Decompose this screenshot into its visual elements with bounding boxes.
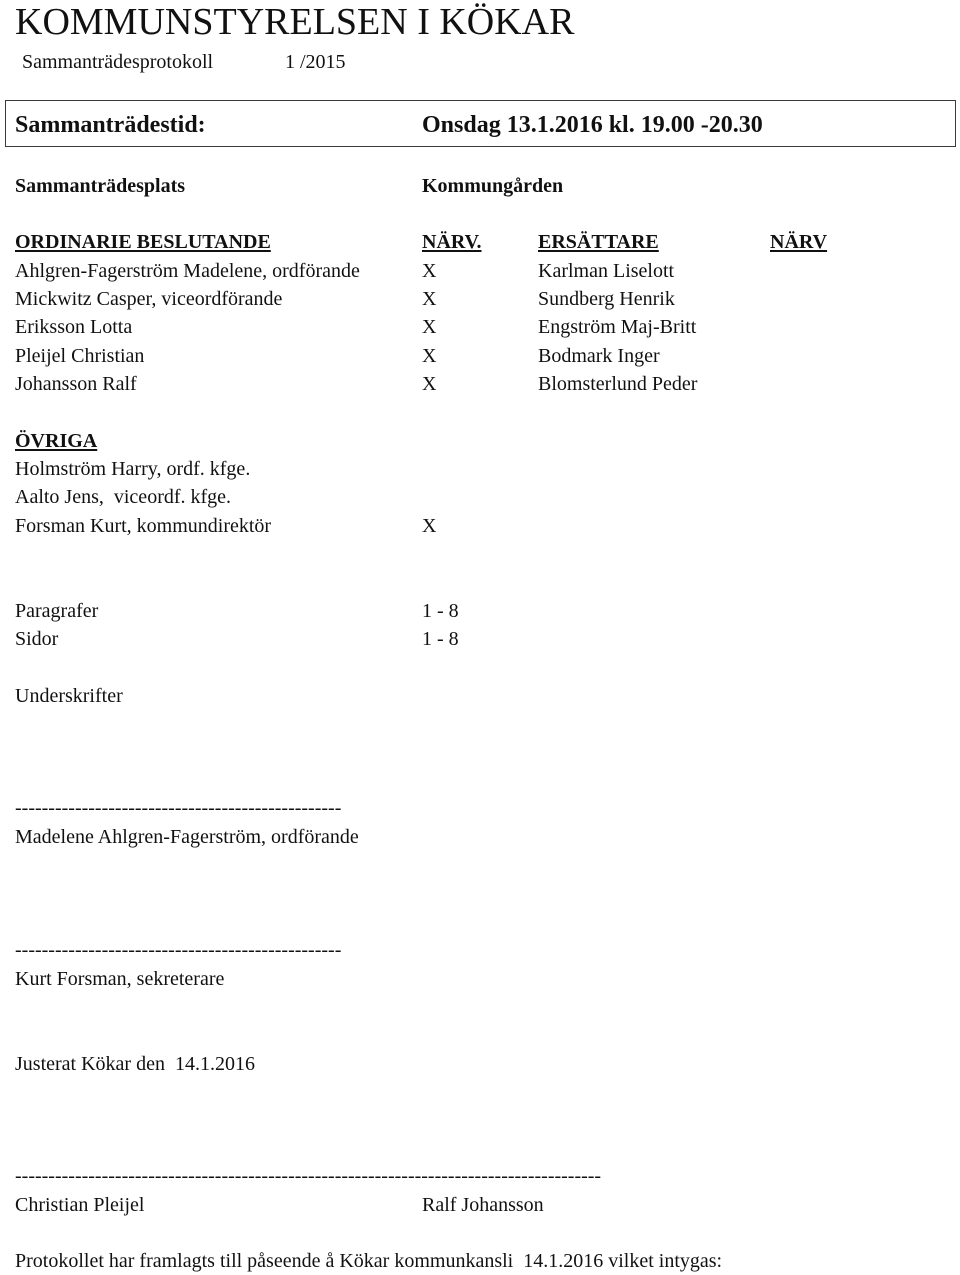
chair-name: Madelene Ahlgren-Fagerström, ordförande [15,826,359,848]
signatory-chair [0,827,960,847]
adjusted-line [0,1054,960,1074]
attendance-row [0,317,960,337]
meeting-place-line [0,176,960,196]
meeting-place-label: Sammanträdesplats [15,175,186,197]
signatures-header [0,686,960,706]
pages-label: Sidor [15,628,59,650]
attendance-header [0,232,960,252]
meeting-time-value: Onsdag 13.1.2016 kl. 19.00 -20.30 [422,112,763,138]
ersattare-member: Sundberg Henrik [538,288,675,310]
present-mark: X [422,345,437,367]
protocol-label: Sammanträdesprotokoll [22,51,214,73]
attendance-row [0,346,960,366]
other-person: Forsman Kurt, kommundirektör [15,515,272,537]
ordinarie-member: Mickwitz Casper, viceordförande [15,288,283,310]
present-mark: X [422,260,437,282]
pages-value: 1 - 8 [422,628,459,650]
footer-notice: Protokollet har framlagts till påseende å Kökar kommunkansli 14.1.2016 vilket intygas: [15,1250,723,1272]
ersattare-member: Blomsterlund Peder [538,373,698,395]
present-mark: X [422,316,437,338]
ordinarie-member: Ahlgren-Fagerström Madelene, ordförande [15,260,360,282]
present-mark: X [422,288,437,310]
signature-dashes: ------------------------------------------------- [15,939,342,961]
paragraphs-value: 1 - 8 [422,600,459,622]
signatory-secretary [0,969,960,989]
present-mark: X [422,515,437,537]
adjuster-name: Ralf Johansson [422,1194,544,1216]
secretary-name: Kurt Forsman, sekreterare [15,968,225,990]
protocol-line [0,52,960,72]
adjuster-name: Christian Pleijel [15,1194,145,1216]
others-row [0,516,960,536]
others-header [0,431,960,451]
signature-dashes: ------------------------------------------------- [15,797,342,819]
adjusted-statement: Justerat Kökar den 14.1.2016 [15,1053,255,1075]
meeting-place-value: Kommungården [422,175,564,197]
ersattare-member: Karlman Liselott [538,260,675,282]
attendance-row [0,261,960,281]
pages-line [0,629,960,649]
attendance-row [0,289,960,309]
signature-line-adjusters [0,1166,960,1186]
attendance-row [0,374,960,394]
others-heading: ÖVRIGA [15,430,98,452]
footer-notice-line [0,1251,960,1271]
present-mark: X [422,373,437,395]
header-ersattare: ERSÄTTARE [538,231,659,253]
ordinarie-member: Johansson Ralf [15,373,137,395]
document-title: KOMMUNSTYRELSEN I KÖKAR [15,1,575,43]
signatures-heading: Underskrifter [15,685,123,707]
other-person: Aalto Jens, viceordf. kfge. [15,486,232,508]
header-ersattare-present: NÄRV [770,231,828,253]
protocol-number: 1 /2015 [285,51,346,73]
ordinarie-member: Eriksson Lotta [15,316,133,338]
signatory-adjusters [0,1195,960,1215]
header-ordinarie-present: NÄRV. [422,231,482,253]
signature-line-chair [0,798,960,818]
paragraphs-line [0,601,960,621]
meeting-time-box [5,100,956,147]
ordinarie-member: Pleijel Christian [15,345,145,367]
others-row [0,487,960,507]
paragraphs-label: Paragrafer [15,600,99,622]
ersattare-member: Bodmark Inger [538,345,660,367]
header-ordinarie: ORDINARIE BESLUTANDE [15,231,271,253]
ersattare-member: Engström Maj-Britt [538,316,697,338]
others-row [0,459,960,479]
signature-dashes: ---------------------------------------------------------------------------------------- [15,1165,602,1187]
meeting-time-label: Sammanträdestid: [15,112,206,138]
signature-line-secretary [0,940,960,960]
other-person: Holmström Harry, ordf. kfge. [15,458,251,480]
